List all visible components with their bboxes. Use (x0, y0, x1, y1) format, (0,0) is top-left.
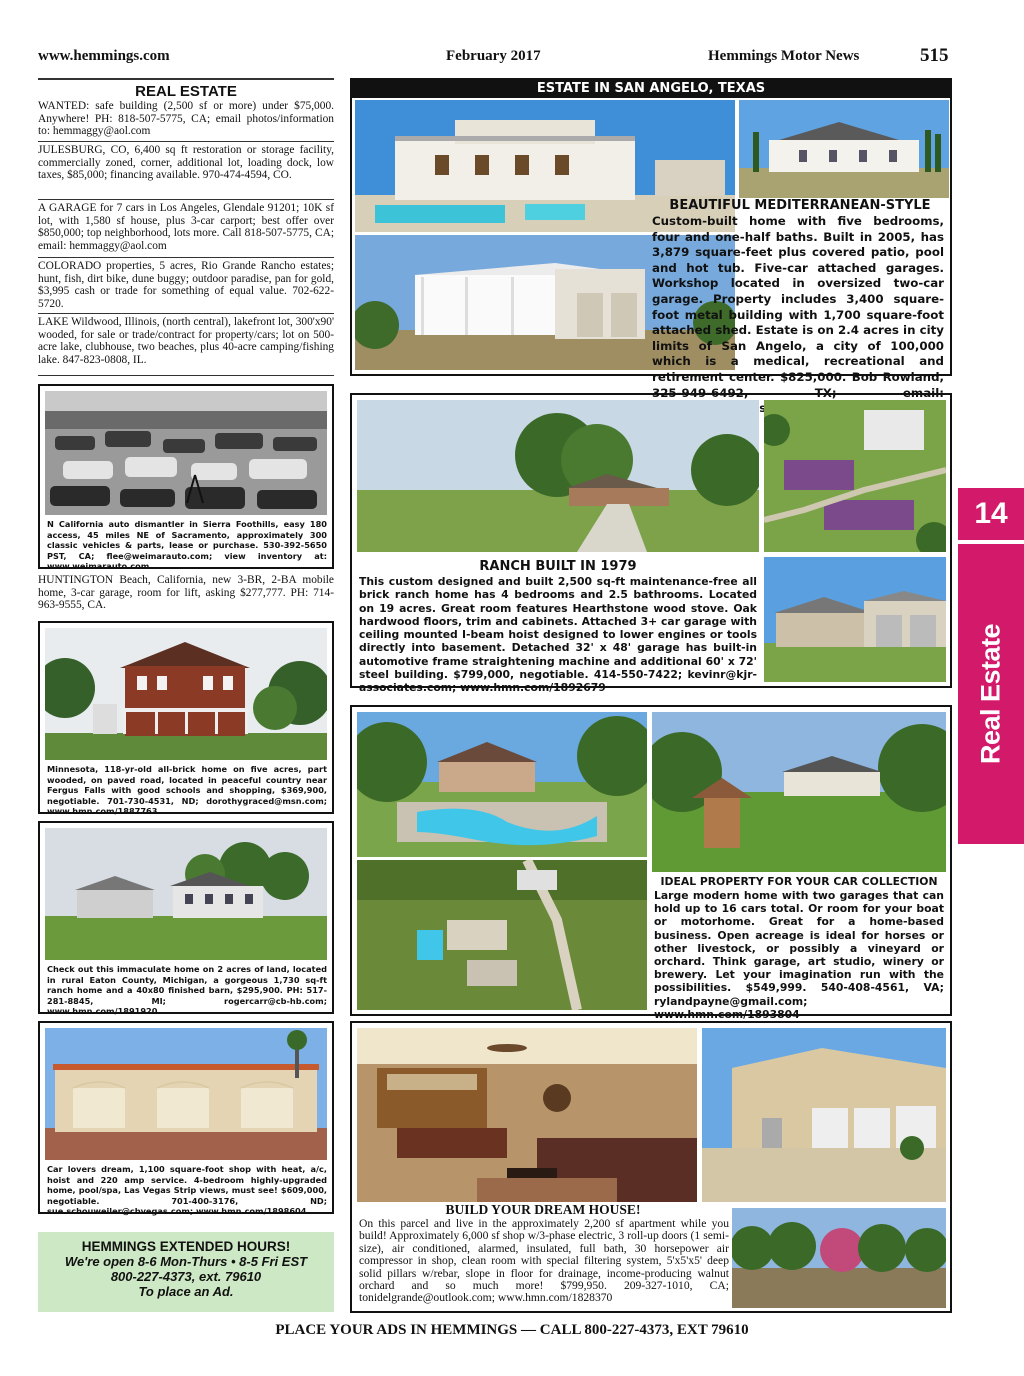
classified-item: HUNTINGTON Beach, California, new 3-BR, 2-BA mobile home, 3-car garage, room for lift, asking $277,777. PH: 714-963-9555, CA. (38, 574, 334, 612)
classified-item: JULESBURG, CO, 6,400 sq ft restoration or storage facility, commercially zoned, corner, additional lot, loading dock, low taxes, $85,000; financing available. 970-474-4594, CO. (38, 144, 334, 182)
vegas-caption: Car lovers dream, 1,100 square-foot shop with heat, a/c, hoist and 220 amp service. 4-bedroom highly-upgraded home, pool/spa, Las Vegas Strip views, must see! $609,000, negotiable. 701-400-3176, ND; sue.schouweiler@cbvegas.com; www.hmn.com/1898604 (47, 1164, 327, 1217)
extended-hours-box (38, 1232, 334, 1312)
classified-item: WANTED: safe building (2,500 sf or more) under $75,000. Anywhere! PH: 818-507-5775, CA; email photos/information to: hemmaggy@aol.com (38, 100, 334, 138)
divider (38, 199, 334, 200)
divider (38, 257, 334, 258)
interior-photo (357, 1028, 697, 1202)
dismantler-ad (38, 384, 334, 572)
ranch-barn-photo (45, 828, 327, 960)
divider (38, 313, 334, 314)
ideal-property-ad (350, 705, 952, 1021)
san-angelo-banner: ESTATE IN SAN ANGELO, TEXAS (352, 80, 950, 98)
brick-house-photo (45, 628, 327, 760)
ranch-house-photo (357, 400, 759, 552)
extended-hours-line: We're open 8-6 Mon-Thurs • 8-5 Fri EST (64, 1254, 308, 1269)
website-url: www.hemmings.com (38, 48, 170, 64)
detached-garage-photo (764, 557, 946, 682)
dream-house-ad (350, 1021, 952, 1313)
aerial-photo (764, 400, 946, 552)
eaton-ad (38, 821, 334, 1017)
junkyard-photo (45, 391, 327, 515)
dismantler-caption: N California auto dismantler in Sierra Foothills, easy 180 access, 45 miles NE of Sacramento, approximately 300 classic vehicles & parts, lease or purchase. 530-392-5650 PST, CA; flee@weimarauto.com; view inventory at: www.weimarauto.com (47, 519, 327, 572)
classified-item: LAKE Wildwood, Illinois, (north central), lakefront lot, 300'x90' wooded, for sale or trade/contract for property/cars; lot on 500-acre lake, clubhouse, two beaches, plus 40-acre camping/fishing lake. 847-823-0808, IL. (38, 316, 334, 366)
san-angelo-body: Custom-built home with five bedrooms, four and one-half baths. Built in 2005, has 3,879 square-feet plus covered patio, pool and hot tub. Five-car attached garages. Workshop located in oversized two-car garage. Property includes 3,400 square-foot metal building with 1,700 square-foot attached shed. Estate is on 2.4 acres in city limits of San Angelo, a city of 100,000 which is a medical, recreational and retirement center. $825,000. Bob Rowland, 325-949-6492, TX; email: (652, 214, 944, 400)
classifieds-heading: REAL ESTATE (135, 83, 237, 100)
pool-photo (357, 712, 647, 857)
extended-hours-line: To place an Ad. (138, 1284, 234, 1299)
publication-name: Hemmings Motor News (708, 48, 860, 64)
section-number-tab: 14 (958, 488, 1024, 540)
ranch-ad (350, 393, 952, 695)
vegas-ad (38, 1021, 334, 1217)
divider (38, 141, 334, 142)
dream-title: BUILD YOUR DREAM HOUSE! (445, 1202, 641, 1217)
san-angelo-title: BEAUTIFUL MEDITERRANEAN-STYLE (669, 198, 931, 213)
vegas-garage-photo (45, 1028, 327, 1160)
issue-date: February 2017 (446, 48, 541, 64)
ranch-body: This custom designed and built 2,500 sq-ft maintenance-free all brick ranch home has 4 bedrooms and 2.5 bathrooms. Located on 19 acres. Great room features Hearthstone wood stove. Oak hardwood floors, trim and cabinets. Attached 3+ car garage with ceiling mounted I-beam hoist designed to lower engines or tools directly into basement. Detached 32' x 48' garage has built-in automotive frame straightening machine and additional 60' x 72' steel building. $799,000, negotiable. 414-550-7422; kevinr@kjr-associates.com; www.hmn.com/1892679 (359, 575, 757, 695)
aerial-property-photo (357, 860, 647, 1010)
shop-building-photo (702, 1028, 946, 1202)
section-label: Real Estate (975, 623, 1006, 765)
ideal-title: IDEAL PROPERTY FOR YOUR CAR COLLECTION (660, 875, 938, 888)
minnesota-ad (38, 621, 334, 817)
page-number: 515 (920, 45, 949, 66)
extended-hours-phone: 800-227-4373, ext. 79610 (110, 1269, 262, 1284)
classified-item: COLORADO properties, 5 acres, Rio Grande Rancho estates; hunt, fish, dirt bike, dune buggy; outdoor paradise, pan for gold, $3,995 cash or trade for something of equal value. 702-622-5720. (38, 260, 334, 310)
classified-item: A GARAGE for 7 cars in Los Angeles, Glendale 91201; 10K sf lot, with 1,580 sf house, plus 3-car carport; best offer over $850,000; top neighborhood, lots more. Call 818-507-5775, CA; email: hemmaggy@aol.com (38, 202, 334, 252)
dream-body: On this parcel and live in the approximately 2,200 sf apartment while you build! Approximately 6,000 sf shop w/3-phase electric, 3 roll-up doors (1 semi-size), air conditioned, alarmed, insulated, full bath, 30 horsepower air compressor in shop, clean room with special filtering system, 5'x5'x5' deep solid pillars w/rebar, slope in floor for drainage, income-producing walnut orchard and so much more! $799,950. 209-327-1010, CA; tonidelgrande@outlook.com; www.hmn.com/1828370 (359, 1217, 729, 1305)
extended-hours-title: HEMMINGS EXTENDED HOURS! (81, 1239, 291, 1254)
divider (38, 375, 334, 376)
column-top-rule (38, 78, 334, 80)
page-footer: PLACE YOUR ADS IN HEMMINGS — CALL 800-227-4373, EXT 79610 (275, 1322, 749, 1338)
walnut-orchard-photo (732, 1208, 946, 1308)
san-angelo-ad (350, 78, 952, 400)
gazebo-house-photo (652, 712, 946, 872)
ideal-body: Large modern home with two garages that can hold up to 16 cars total. Or room for your boat or motorhome. Great for a home-based business. Open acreage is ideal for horses or other livestock, or possibly a vineyard or orchard. Think garage, art studio, winery or brewery. Let your imagination run with the possibilities. $549,999. 540-408-4561, VA; rylandpayne@gmail.com; www.hmn.com/1893804 (654, 889, 944, 1021)
ranch-title: RANCH BUILT IN 1979 (479, 559, 637, 574)
mediterranean-house-photo (739, 100, 949, 198)
minnesota-caption: Minnesota, 118-yr-old all-brick home on five acres, part wooded, on paved road, located in peaceful country near Fergus Falls with good schools and shopping, $369,900, negotiable. 701-730-4531, ND; dorothygraced@msn.com; www.hmn.com/1887763 (47, 764, 327, 817)
eaton-caption: Check out this immaculate home on 2 acres of land, located in rural Eaton County, Michigan, a gorgeous 1,730 sq-ft ranch home and a 40x80 finished barn, $295,900. PH: 517-281-8845, MI; rogercarr@cb-hb.com; www.hmn.com/1891920 (47, 964, 327, 1017)
section-label-tab (958, 544, 1024, 844)
